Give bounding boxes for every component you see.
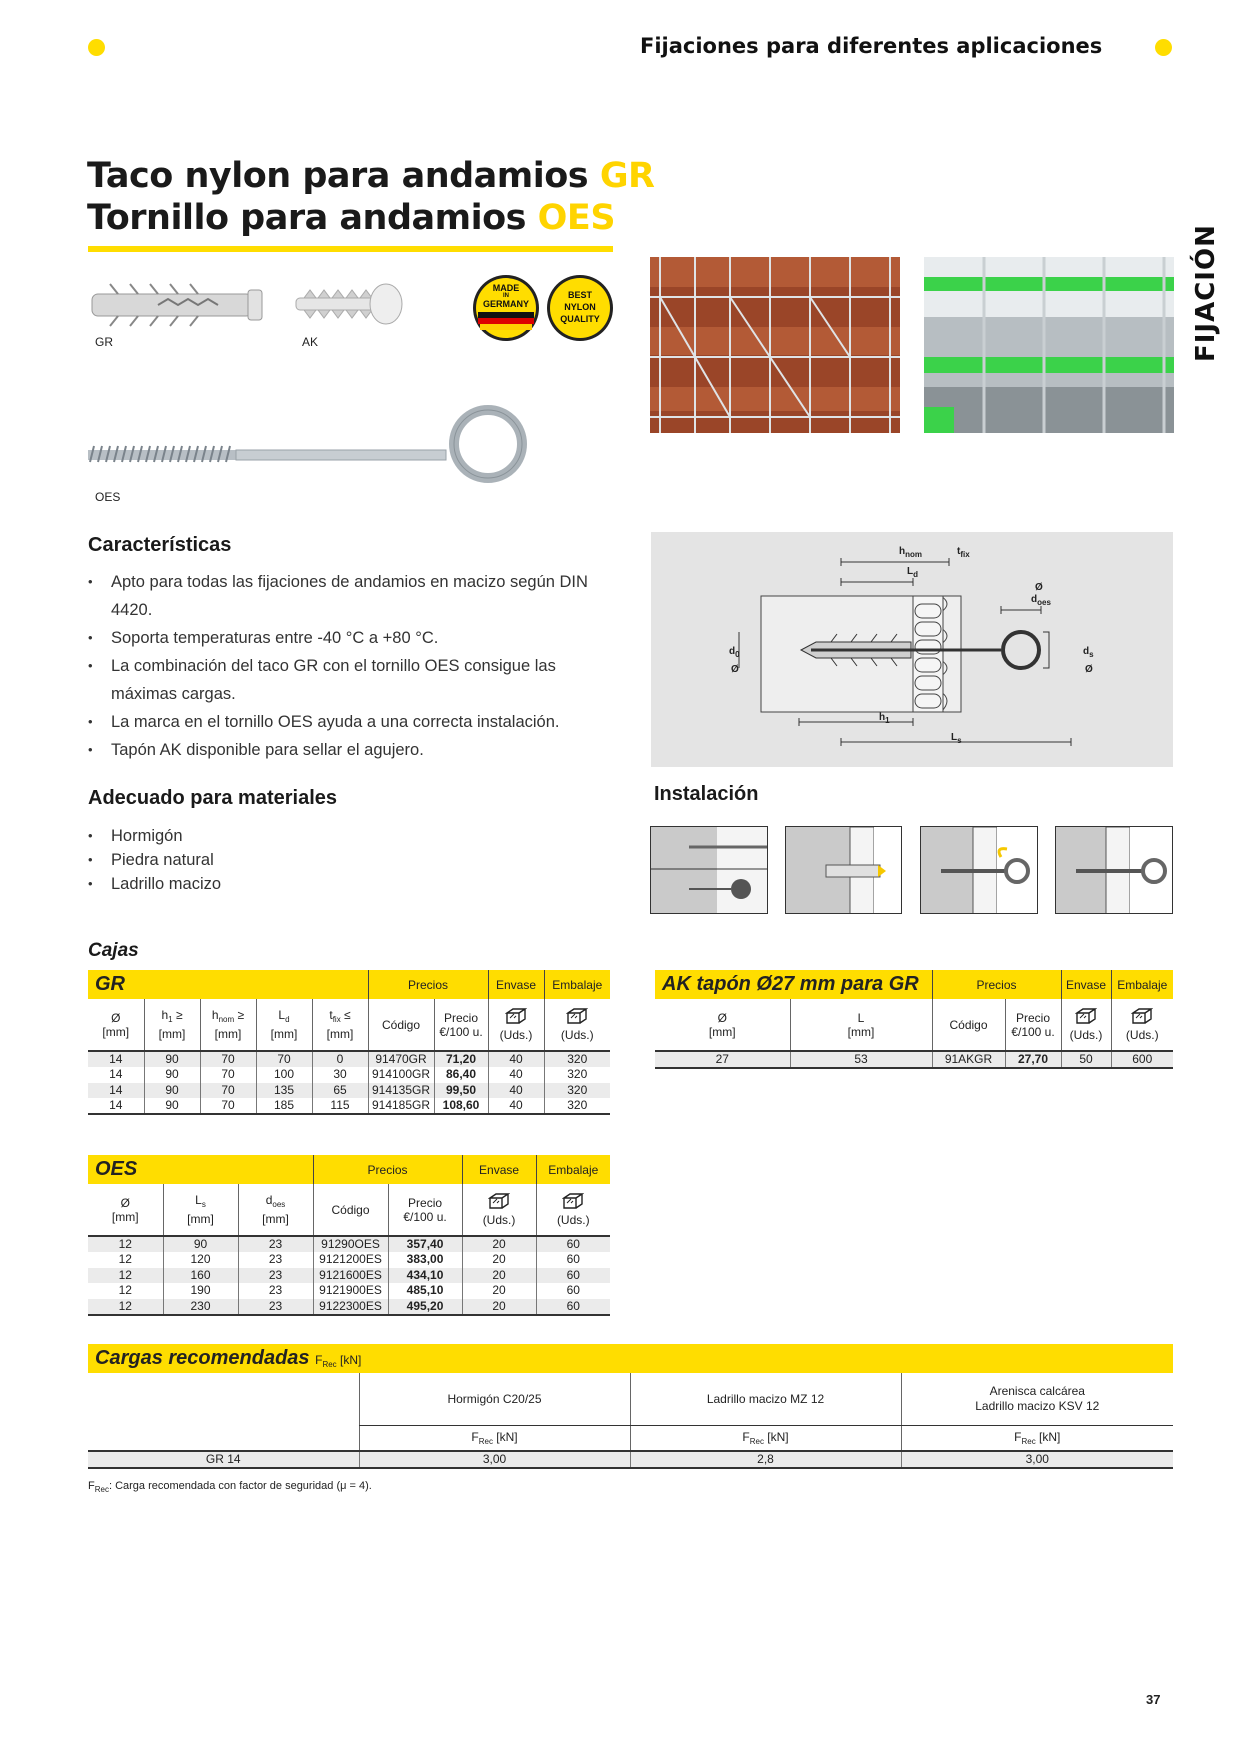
- title-highlight-gr: GR: [599, 156, 655, 196]
- col-diameter: Ø [mm]: [88, 1184, 163, 1236]
- scaffolding-photo-1: [650, 257, 900, 433]
- cargas-col-arenisca: Arenisca calcárea Ladrillo macizo KSV 12: [901, 1373, 1173, 1425]
- box-icon: [562, 1192, 584, 1210]
- title-line1: Taco nylon para andamios: [87, 156, 600, 196]
- list-item: • Ladrillo macizo: [88, 872, 488, 896]
- col-h1: $h_1$ ≥ [mm]: [144, 999, 200, 1051]
- title-highlight-oes: OES: [537, 198, 616, 238]
- ak-cap-image: [292, 282, 404, 326]
- label-d0: $d_0$: [729, 646, 740, 659]
- gr-table-title: GR: [88, 970, 368, 999]
- cargas-col-hormigon: Hormigón C20/25: [359, 1373, 630, 1425]
- list-item: • Soporta temperaturas entre -40 °C a +80 °C.: [88, 624, 608, 652]
- col-diameter: Ø [mm]: [655, 999, 790, 1051]
- cajas-heading: Cajas: [88, 940, 139, 961]
- gr-embalaje-label: Embalaje: [544, 970, 610, 999]
- header-dot-left: [88, 39, 105, 56]
- installation-step-3: [920, 826, 1038, 914]
- col-hnom: $h_{nom}$ ≥ [mm]: [200, 999, 256, 1051]
- col-does: $d_{oes}$ [mm]: [238, 1184, 313, 1236]
- gr-precios-label: Precios: [368, 970, 488, 999]
- oes-envase-label: Envase: [462, 1155, 536, 1184]
- box-icon: [488, 1192, 510, 1210]
- col-ls: $L_s$ [mm]: [163, 1184, 238, 1236]
- table-row: 12 160 23 9121600ES 434,10 20 60: [88, 1268, 610, 1284]
- installation-step-4: [1055, 826, 1173, 914]
- oes-table-title: OES: [88, 1155, 313, 1184]
- technical-diagram: [651, 532, 1173, 767]
- badge-made-line1: MADE: [492, 283, 520, 293]
- table-row: 14 90 70 185 115 914185GR 108,60 40 320: [88, 1098, 610, 1114]
- col-precio: Precio €/100 u.: [1005, 999, 1061, 1051]
- box-icon: [1131, 1007, 1153, 1025]
- oes-price-table: [88, 1155, 610, 1316]
- ak-table-title: AK tapón Ø27 mm para GR: [655, 970, 932, 999]
- best-nylon-quality-badge: [546, 274, 614, 342]
- col-embalaje: (Uds.): [536, 1184, 610, 1236]
- cargas-col-ladrillo: Ladrillo macizo MZ 12: [630, 1373, 901, 1425]
- col-embalaje: (Uds.): [1111, 999, 1173, 1051]
- cargas-unit-1: $F_{Rec}$ [kN]: [359, 1425, 630, 1451]
- table-row: 12 90 23 91290OES 357,40 20 60: [88, 1236, 610, 1252]
- list-item: • Apto para todas las fijaciones de andamios en macizo según DIN 4420.: [88, 568, 608, 624]
- cargas-unit-3: $F_{Rec}$ [kN]: [901, 1425, 1173, 1451]
- col-ld: $L_d$ [mm]: [256, 999, 312, 1051]
- oes-precios-label: Precios: [313, 1155, 462, 1184]
- installation-step-2: [785, 826, 902, 914]
- label-phi-right: Ø: [1085, 664, 1093, 675]
- label-h1: $h_1$: [879, 712, 890, 725]
- table-row: 14 90 70 100 30 914100GR 86,40 40 320: [88, 1067, 610, 1083]
- table-row: 14 90 70 70 0 91470GR 71,20 40 320: [88, 1051, 610, 1067]
- header-title: Fijaciones para diferentes aplicaciones: [640, 34, 1103, 58]
- list-item: • Piedra natural: [88, 848, 488, 872]
- table-row: 12 190 23 9121900ES 485,10 20 60: [88, 1283, 610, 1299]
- ak-precios-label: Precios: [932, 970, 1061, 999]
- label-ls: $L_s$: [951, 732, 962, 745]
- badge-made-line3: GERMANY: [482, 299, 529, 309]
- col-tfix: $t_{fix}$ ≤ [mm]: [312, 999, 368, 1051]
- ak-envase-label: Envase: [1061, 970, 1111, 999]
- scaffolding-photo-2: [924, 257, 1174, 433]
- col-precio: Precio €/100 u.: [434, 999, 488, 1051]
- caracteristicas-heading: Características: [88, 534, 232, 556]
- table-row: 14 90 70 135 65 914135GR 99,50 40 320: [88, 1083, 610, 1099]
- materiales-heading: Adecuado para materiales: [88, 787, 337, 809]
- box-icon: [505, 1007, 527, 1025]
- list-item: • Tapón AK disponible para sellar el agujero.: [88, 736, 608, 764]
- side-label: FIJACIÓN: [1191, 224, 1221, 362]
- col-envase: (Uds.): [462, 1184, 536, 1236]
- oes-embalaje-label: Embalaje: [536, 1155, 610, 1184]
- table-row: GR 14 3,00 2,8 3,00: [88, 1451, 1173, 1468]
- list-item: • Hormigón: [88, 824, 488, 848]
- cargas-table: [88, 1344, 1173, 1469]
- installation-step-1: [650, 826, 768, 914]
- col-diameter: Ø [mm]: [88, 999, 144, 1051]
- page-number: 37: [1146, 1692, 1161, 1707]
- ak-embalaje-label: Embalaje: [1111, 970, 1173, 999]
- label-ds: $d_s$: [1083, 646, 1094, 659]
- gr-anchor-image: [88, 280, 266, 328]
- header-dot-right: [1155, 39, 1172, 56]
- table-row: 12 230 23 9122300ES 495,20 20 60: [88, 1299, 610, 1315]
- cargas-title: Cargas recomendadas $F_{Rec}$ [kN]: [88, 1344, 1173, 1373]
- col-precio: Precio €/100 u.: [388, 1184, 462, 1236]
- title-line2: Tornillo para andamios: [87, 198, 538, 238]
- ak-price-table: [655, 970, 1173, 1069]
- made-in-germany-badge: [472, 274, 540, 342]
- col-envase: (Uds.): [1061, 999, 1111, 1051]
- col-embalaje: (Uds.): [544, 999, 610, 1051]
- label-phi-top: Ø: [1035, 582, 1043, 593]
- materiales-list: [88, 824, 488, 896]
- label-phi-left: Ø: [731, 664, 739, 675]
- list-item: • La combinación del taco GR con el tornillo OES consigue las máximas cargas.: [88, 652, 608, 708]
- badge-best-line1: BEST: [567, 290, 592, 300]
- gr-caption: GR: [95, 335, 113, 349]
- gr-price-table: [88, 970, 610, 1115]
- table-row: 27 53 91AKGR 27,70 50 600: [655, 1051, 1173, 1068]
- col-codigo: Código: [368, 999, 434, 1051]
- page-title: [87, 155, 655, 239]
- instalacion-heading: Instalación: [654, 783, 759, 805]
- label-does: $d_{oes}$: [1031, 594, 1051, 607]
- box-icon: [1075, 1007, 1097, 1025]
- oes-screw-image: [86, 404, 538, 484]
- col-length: L [mm]: [790, 999, 932, 1051]
- badge-best-line2: NYLON: [564, 302, 596, 312]
- title-underline: [88, 246, 613, 252]
- cargas-unit-2: $F_{Rec}$ [kN]: [630, 1425, 901, 1451]
- caracteristicas-list: [88, 568, 608, 764]
- box-icon: [566, 1007, 588, 1025]
- list-item: • La marca en el tornillo OES ayuda a una correcta instalación.: [88, 708, 608, 736]
- ak-caption: AK: [302, 335, 319, 349]
- badge-made-line2: IN: [503, 293, 509, 299]
- label-ld: $L_d$: [907, 566, 918, 579]
- footnote: $F_{Rec}$: Carga recomendada con factor de seguridad (μ = 4).: [88, 1480, 372, 1494]
- table-row: 12 120 23 9121200ES 383,00 20 60: [88, 1252, 610, 1268]
- label-hnom: $h_{nom}$: [899, 546, 922, 559]
- oes-caption: OES: [95, 490, 121, 504]
- col-codigo: Código: [313, 1184, 388, 1236]
- col-envase: (Uds.): [488, 999, 544, 1051]
- col-codigo: Código: [932, 999, 1005, 1051]
- gr-envase-label: Envase: [488, 970, 544, 999]
- badge-best-line3: QUALITY: [560, 314, 600, 324]
- label-tfix: $t_{fix}$: [957, 546, 970, 559]
